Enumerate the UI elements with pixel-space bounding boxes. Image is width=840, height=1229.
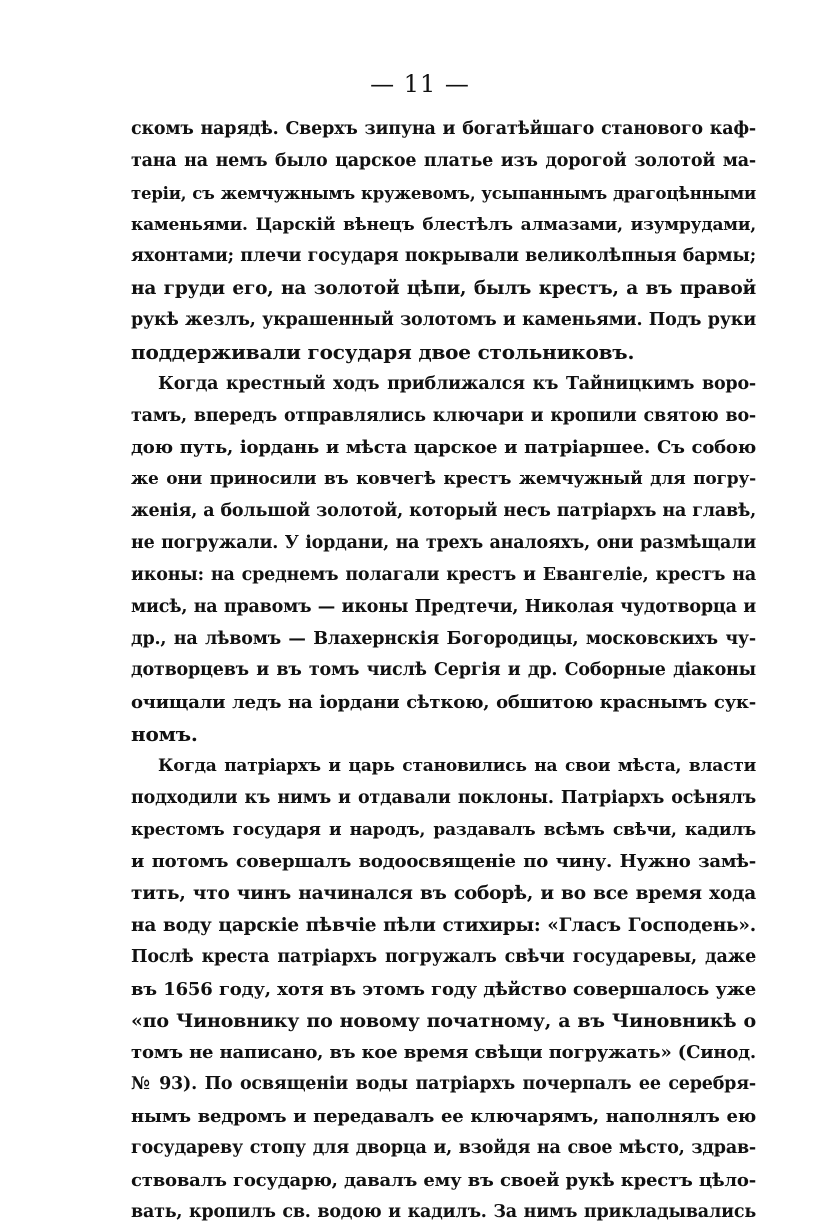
text-line: очищали ледъ на іордани сѣткою, обшитою краснымъ сук- [131, 692, 756, 714]
text-line: не погружали. У іордани, на трехъ аналояхъ, они размѣщали [131, 532, 756, 553]
text-line: теріи, съ жемчужнымъ кружевомъ, усыпаннымъ драгоцѣнными [131, 183, 756, 203]
text-line: дотворцевъ и въ томъ числѣ Сергія и др. Соборные діаконы [131, 660, 756, 681]
text-line: мисѣ, на правомъ — иконы Предтечи, Николая чудотворца и [131, 596, 756, 617]
page-number: — 11 — [370, 70, 470, 98]
text-line: Когда патріархъ и царь становились на свои мѣста, власти [158, 755, 756, 776]
text-line: томъ не написано, въ кое время свѣщи погружать» (Синод. [131, 1042, 756, 1064]
text-line: же они приносили въ ковчегѣ крестъ жемчужный для погру- [131, 469, 756, 490]
text-line: тана на немъ было царское платье изъ дорогой золотой ма- [131, 150, 756, 171]
text-line: вать, кропилъ св. водою и кадилъ. За нимъ прикладывались [131, 1201, 756, 1222]
text-line: каменьями. Царскій вѣнецъ блестѣлъ алмазами, изумрудами, [131, 214, 756, 235]
text-line: рукѣ жезлъ, украшенный золотомъ и каменьями. Подъ руки [131, 310, 756, 331]
text-line: поддерживали государя двое стольниковъ. [131, 339, 635, 364]
text-line: Послѣ креста патріархъ погружалъ свѣчи государевы, даже [131, 946, 756, 967]
text-line: номъ. [131, 722, 198, 747]
text-line: тить, что чинъ начинался въ соборѣ, и во все время хода [131, 883, 756, 905]
text-line: на груди его, на золотой цѣпи, былъ крестъ, а въ правой [131, 278, 756, 300]
text-line: Когда крестный ходъ приближался къ Тайницкимъ воро- [158, 373, 756, 394]
text-line: иконы: на среднемъ полагали крестъ и Евангеліе, крестъ на [131, 564, 756, 585]
text-line: «по Чиновнику по новому початному, а въ Чиновникѣ о [131, 1009, 756, 1032]
text-line: дою путь, іордань и мѣста царское и патріаршее. Съ собою [131, 437, 756, 459]
text-line: подходили къ нимъ и отдавали поклоны. Патріархъ осѣнялъ [131, 787, 756, 808]
text-block [131, 114, 756, 1229]
text-line: яхонтами; плечи государя покрывали великолѣпныя бармы; [131, 246, 756, 267]
text-line: скомъ нарядѣ. Сверхъ зипуна и богатѣйшаго станового каф- [131, 119, 756, 139]
text-line: государеву стопу для дворца и, взойдя на свое мѣсто, здрав- [131, 1138, 756, 1158]
text-line: нымъ ведромъ и передавалъ ее ключарямъ, наполнялъ ею [131, 1106, 756, 1128]
text-line: женія, а большой золотой, который несъ патріархъ на главѣ, [131, 501, 756, 522]
text-line: др., на лѣвомъ — Влахернскія Богородицы, московскихъ чу- [131, 628, 756, 649]
text-line: на воду царскіе пѣвчіе пѣли стихиры: «Гласъ Господень». [131, 915, 756, 937]
text-line: крестомъ государя и народъ, раздавалъ всѣмъ свѣчи, кадилъ [131, 819, 756, 840]
text-line: ствовалъ государю, давалъ ему въ своей рукѣ крестъ цѣло- [131, 1169, 756, 1191]
text-line: въ 1656 году, хотя въ этомъ году дѣйство совершалось уже [131, 978, 756, 1000]
text-line: № 93). По освященіи воды патріархъ почерпалъ ее серебря- [131, 1074, 756, 1095]
text-line: и потомъ совершалъ водоосвященіе по чину. Нужно замѣ- [131, 851, 756, 873]
text-line: тамъ, впередъ отправлялись ключари и кропили святою во- [131, 405, 756, 426]
